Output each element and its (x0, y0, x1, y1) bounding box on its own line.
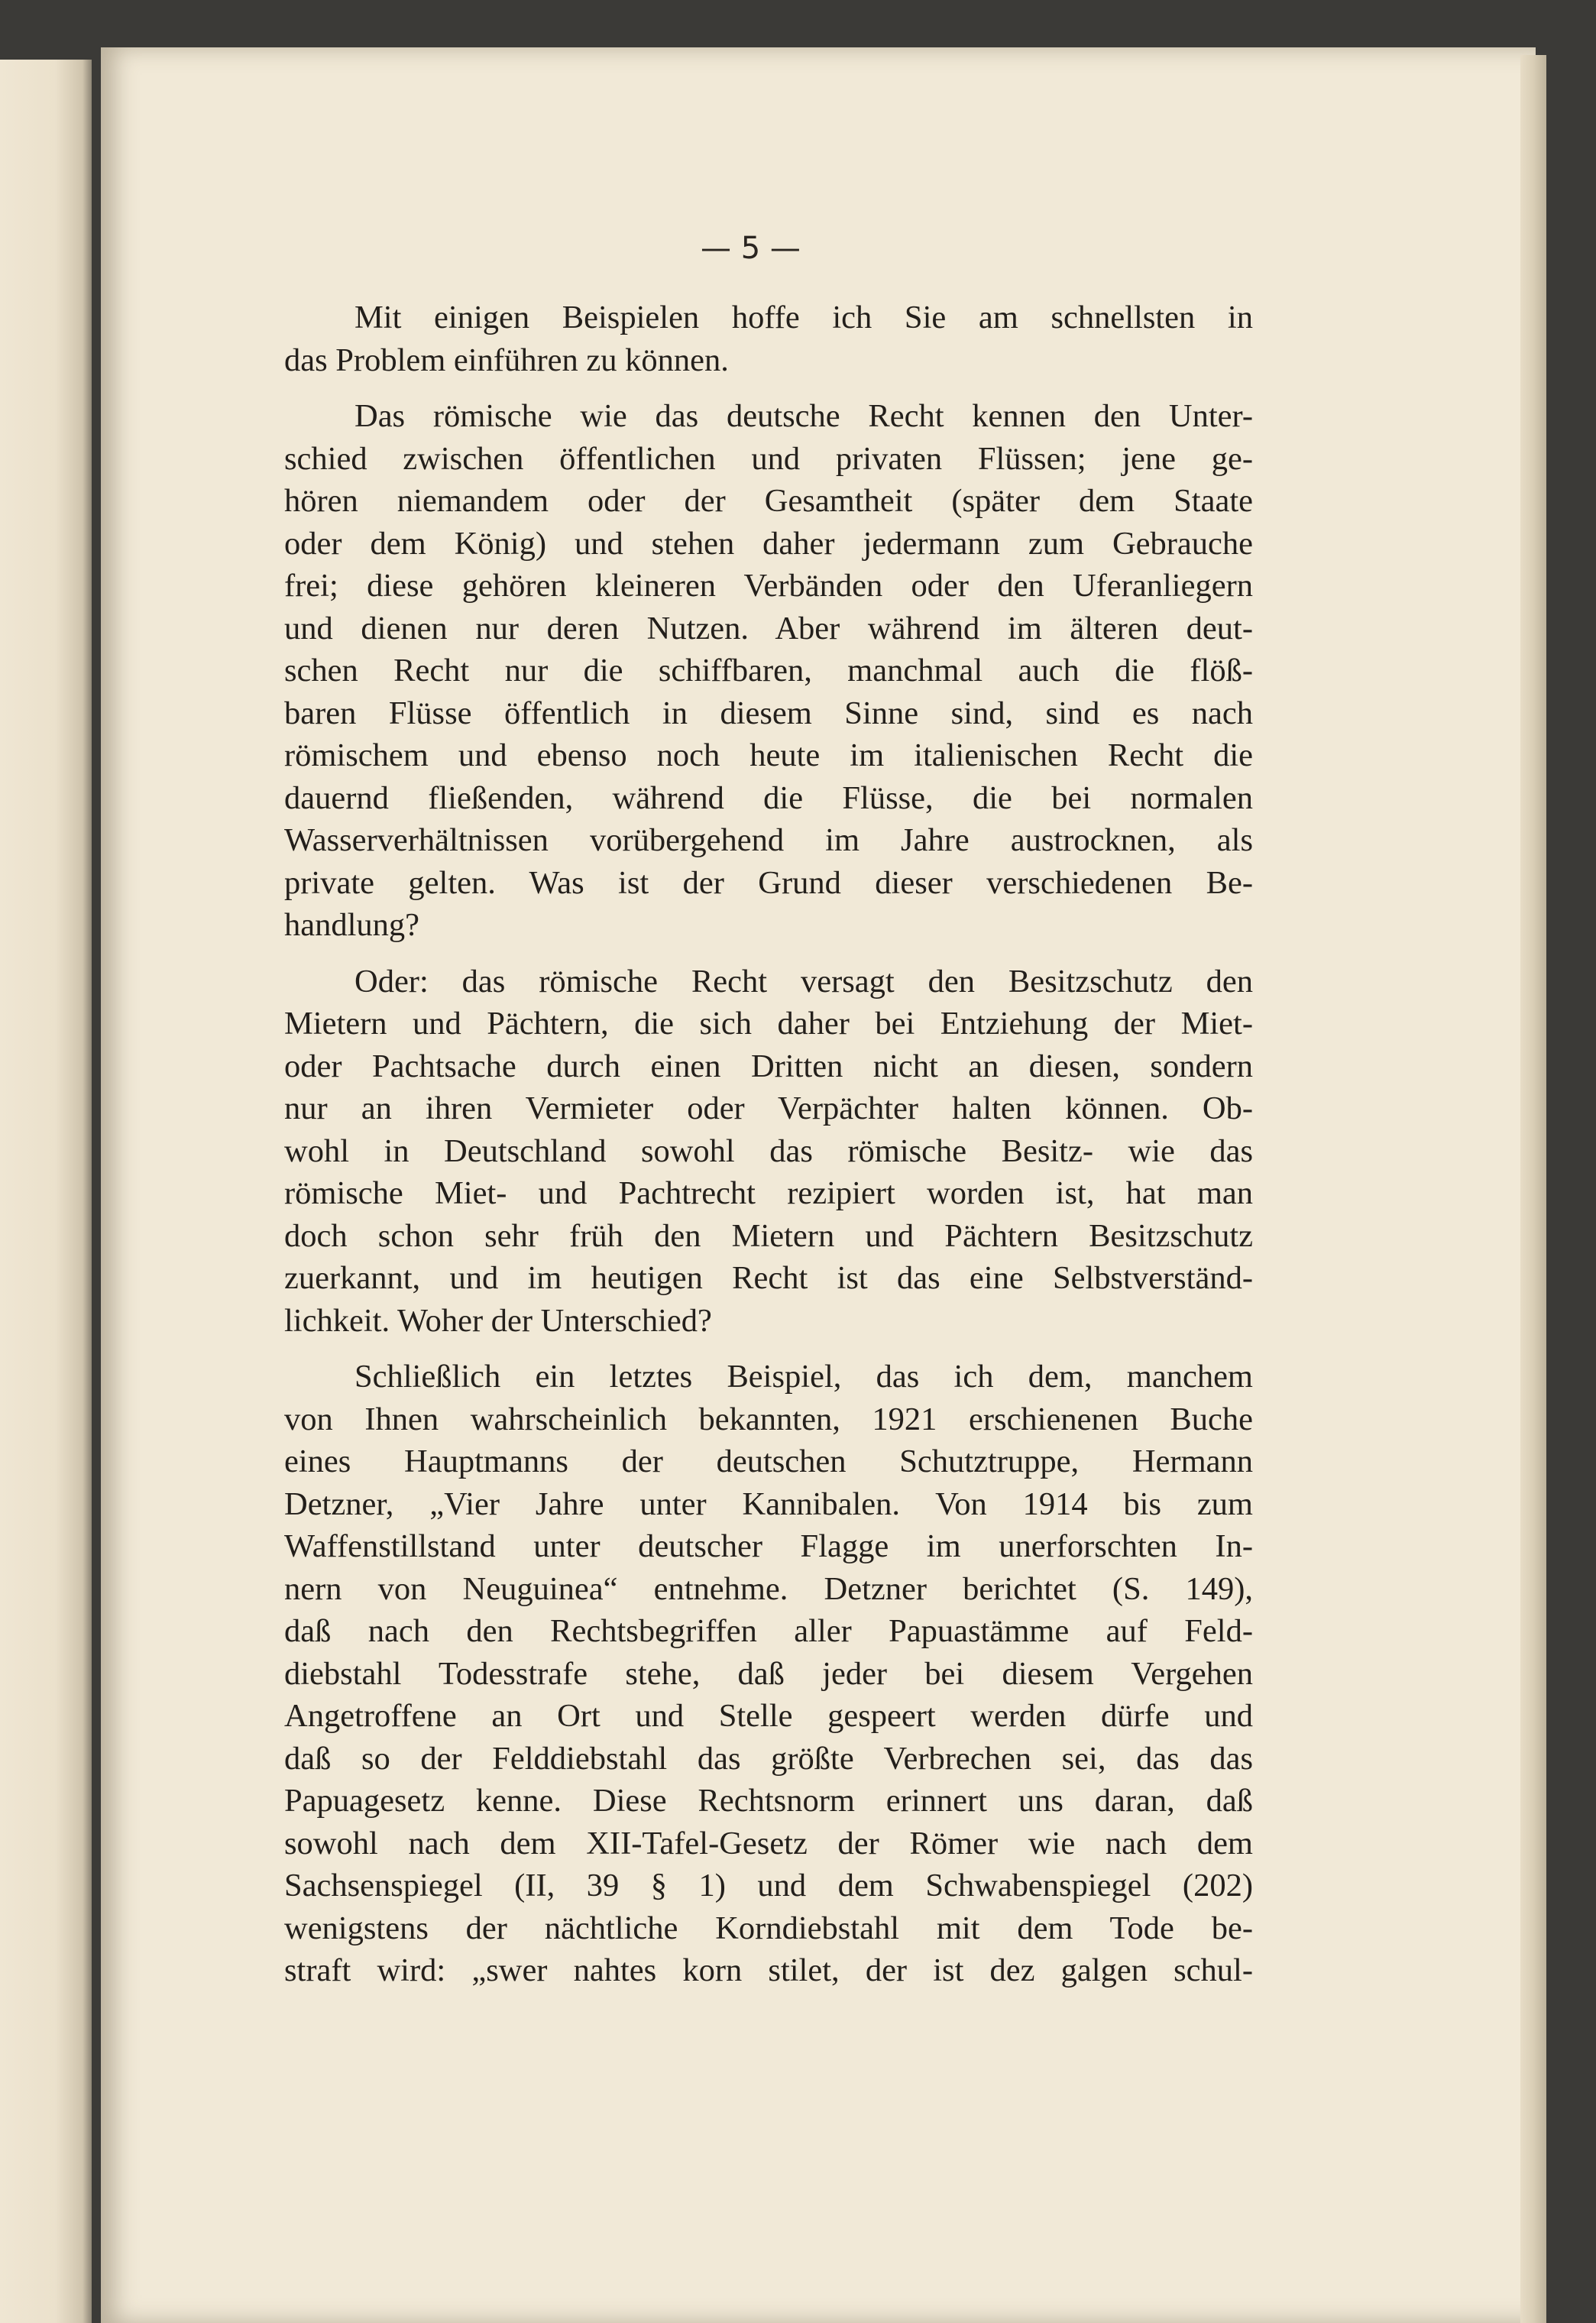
text-line: Das römische wie das deutsche Recht kennen den Unter- (354, 398, 1253, 434)
text-line: private gelten. Was ist der Grund dieser verschiedenen Be- (284, 864, 1253, 901)
text-line: handlung? (284, 907, 420, 943)
text-line: frei; diese gehören kleineren Verbänden oder den Uferanliegern (284, 568, 1253, 604)
text-line: von Ihnen wahrscheinlich bekannten, 1921 erschienenen Buche (284, 1401, 1253, 1437)
text-line: diebstahl Todesstrafe stehe, daß jeder bei diesem Vergehen (284, 1655, 1253, 1692)
text-line: schen Recht nur die schiffbaren, manchmal auch die flöß- (284, 653, 1253, 688)
text-line: lichkeit. Woher der Unterschied? (284, 1302, 712, 1339)
text-line: daß nach den Rechtsbegriffen aller Papuastämme auf Feld- (284, 1613, 1253, 1649)
left-page-edge (0, 60, 92, 2323)
text-line: oder Pachtsache durch einen Dritten nicht an diesen, sondern (284, 1048, 1253, 1084)
text-line: Mit einigen Beispielen hoffe ich Sie am schnellsten in (354, 300, 1253, 335)
text-line: Detzner, „Vier Jahre unter Kannibalen. Von 1914 bis zum (284, 1485, 1253, 1522)
text-line: Papuagesetz kenne. Diese Rechtsnorm erinnert uns daran, daß (284, 1783, 1253, 1819)
text-line: sowohl nach dem XII-Tafel-Gesetz der Römer wie nach dem (284, 1825, 1253, 1861)
body-text (284, 296, 1253, 2006)
text-line: Schließlich ein letztes Beispiel, das ich dem, manchem (354, 1359, 1253, 1395)
text-line: doch schon sehr früh den Mietern und Pächtern Besitzschutz (284, 1217, 1253, 1254)
text-line: Waffenstillstand unter deutscher Flagge im unerforschten In- (284, 1528, 1253, 1564)
text-line: Oder: das römische Recht versagt den Besitzschutz den (354, 963, 1253, 1000)
text-line: römische Miet- und Pachtrecht rezipiert worden ist, hat man (284, 1175, 1253, 1211)
text-line: daß so der Felddiebstahl das größte Verbrechen sei, das das (284, 1740, 1253, 1777)
text-line: zuerkannt, und im heutigen Recht ist das eine Selbstverständ- (284, 1260, 1253, 1296)
text-line: nern von Neuguinea“ entnehme. Detzner berichtet (S. 149), (284, 1570, 1253, 1607)
text-line: wohl in Deutschland sowohl das römische Besitz- wie das (284, 1132, 1253, 1169)
text-line: römischem und ebenso noch heute im italienischen Recht die (284, 737, 1253, 773)
text-line: Sachsenspiegel (II, 39 § 1) und dem Schwabenspiegel (202) (284, 1868, 1253, 1903)
paragraph (284, 1356, 1253, 1992)
text-line: dauernd fließenden, während die Flüsse, die bei normalen (284, 779, 1253, 816)
page-number: — 5 — (701, 231, 801, 266)
text-line: oder dem König) und stehen daher jedermann zum Gebrauche (284, 525, 1253, 562)
text-line: hören niemandem oder der Gesamtheit (später dem Staate (284, 483, 1253, 519)
text-line: das Problem einführen zu können. (284, 342, 729, 378)
text-line: Angetroffene an Ort und Stelle gespeert werden dürfe und (284, 1698, 1253, 1734)
text-line: nur an ihren Vermieter oder Verpächter halten können. Ob- (284, 1090, 1253, 1126)
text-line: wenigstens der nächtliche Korndiebstahl mit dem Tode be- (284, 1910, 1253, 1946)
text-line: Mietern und Pächtern, die sich daher bei Entziehung der Miet- (284, 1006, 1253, 1042)
right-page-stack-edge (1520, 55, 1546, 2323)
paragraph (284, 395, 1253, 947)
text-line: eines Hauptmanns der deutschen Schutztruppe, Hermann (284, 1443, 1253, 1479)
paragraph (284, 961, 1253, 1343)
text-line: und dienen nur deren Nutzen. Aber während im älteren deut- (284, 610, 1253, 646)
text-line: Wasserverhältnissen vorübergehend im Jahre austrocknen, als (284, 822, 1253, 858)
text-line: straft wird: „swer nahtes korn stilet, der ist dez galgen schul- (284, 1952, 1253, 1988)
text-line: schied zwischen öffentlichen und privaten Flüssen; jene ge- (284, 440, 1253, 477)
paragraph (284, 296, 1253, 381)
text-line: baren Flüsse öffentlich in diesem Sinne sind, sind es nach (284, 695, 1253, 731)
